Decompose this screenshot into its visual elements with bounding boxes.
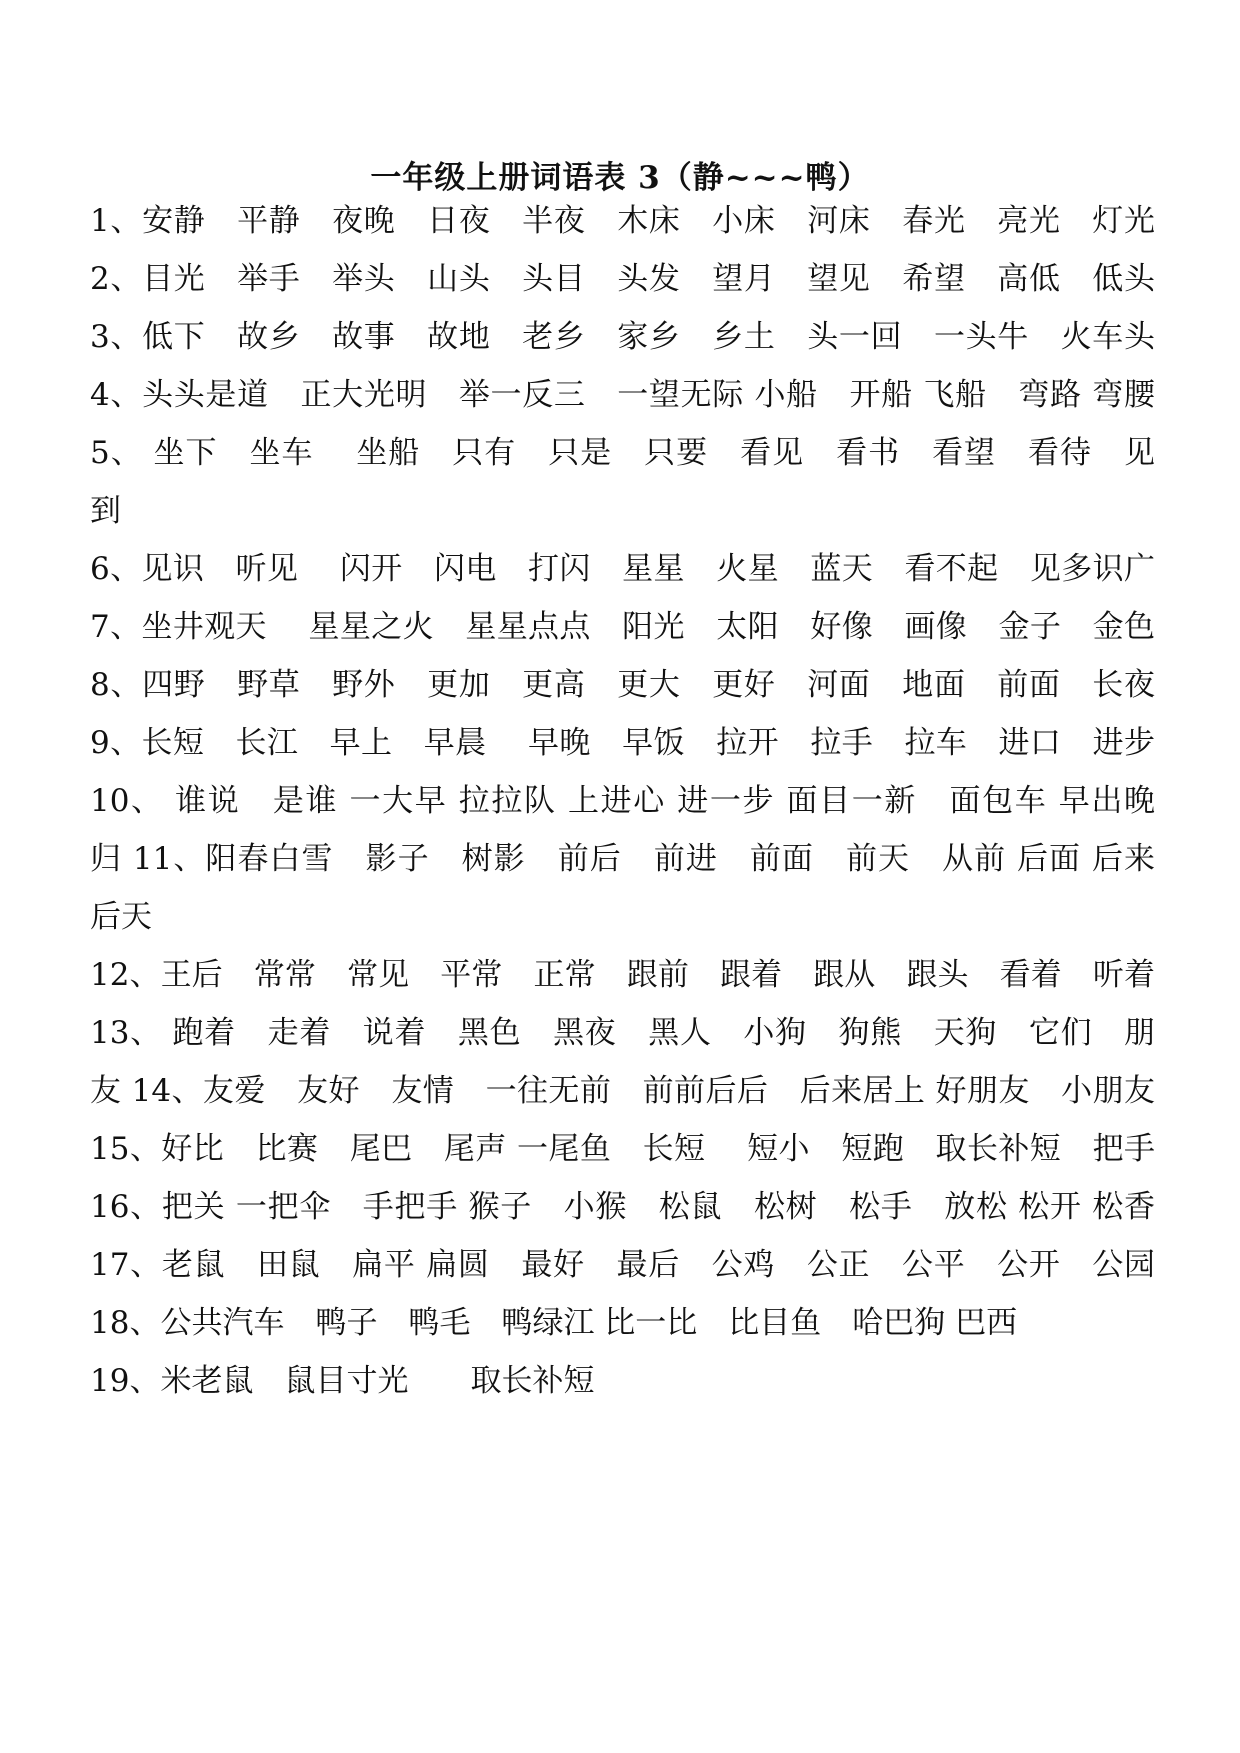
text-line-19: 17、老鼠 田鼠 扁平 扁圆 最好 最后 公鸡 公正 公平 公开 公园 — [90, 1247, 1155, 1283]
text-line-7: 6、见识 听见 闪开 闪电 打闪 星星 火星 蓝天 看不起 见多识广 — [90, 551, 1155, 587]
text-line-1: 1、安静 平静 夜晚 日夜 半夜 木床 小床 河床 春光 亮光 灯光 — [90, 203, 1155, 239]
text-line-16: 友 14、友爱 友好 友情 一往无前 前前后后 后来居上 好朋友 小朋友 — [90, 1073, 1155, 1109]
text-line-17: 15、好比 比赛 尾巴 尾声 一尾鱼 长短 短小 短跑 取长补短 把手 — [90, 1131, 1155, 1167]
text-line-15: 13、 跑着 走着 说着 黑色 黑夜 黑人 小狗 狗熊 天狗 它们 朋 — [90, 1015, 1155, 1051]
text-line-11: 10、 谁说 是谁 一大早 拉拉队 上进心 进一步 面目一新 面包车 早出晚 — [90, 783, 1155, 819]
text-line-13: 后天 — [90, 899, 152, 935]
text-line-18: 16、把关 一把伞 手把手 猴子 小猴 松鼠 松树 松手 放松 松开 松香 — [90, 1189, 1155, 1225]
text-line-5: 5、 坐下 坐车 坐船 只有 只是 只要 看见 看书 看望 看待 见 — [90, 435, 1155, 471]
text-line-20: 18、公共汽车 鸭子 鸭毛 鸭绿江 比一比 比目鱼 哈巴狗 巴西 — [90, 1305, 1018, 1341]
text-line-10: 9、长短 长江 早上 早晨 早晚 早饭 拉开 拉手 拉车 进口 进步 — [90, 725, 1155, 761]
page-title: 一年级上册词语表 3（静~~~鸭） — [370, 160, 870, 196]
text-line-8: 7、坐井观天 星星之火 星星点点 阳光 太阳 好像 画像 金子 金色 — [90, 609, 1155, 645]
text-line-4: 4、头头是道 正大光明 举一反三 一望无际 小船 开船 飞船 弯路 弯腰 — [90, 377, 1155, 413]
text-line-9: 8、四野 野草 野外 更加 更高 更大 更好 河面 地面 前面 长夜 — [90, 667, 1155, 703]
text-line-2: 2、目光 举手 举头 山头 头目 头发 望月 望见 希望 高低 低头 — [90, 261, 1155, 297]
text-line-3: 3、低下 故乡 故事 故地 老乡 家乡 乡土 头一回 一头牛 火车头 — [90, 319, 1155, 355]
text-line-6: 到 — [90, 493, 121, 529]
text-line-21: 19、米老鼠 鼠目寸光 取长补短 — [90, 1363, 595, 1399]
text-line-12: 归 11、阳春白雪 影子 树影 前后 前进 前面 前天 从前 后面 后来 — [90, 841, 1155, 877]
text-line-14: 12、王后 常常 常见 平常 正常 跟前 跟着 跟从 跟头 看着 听着 — [90, 957, 1155, 993]
